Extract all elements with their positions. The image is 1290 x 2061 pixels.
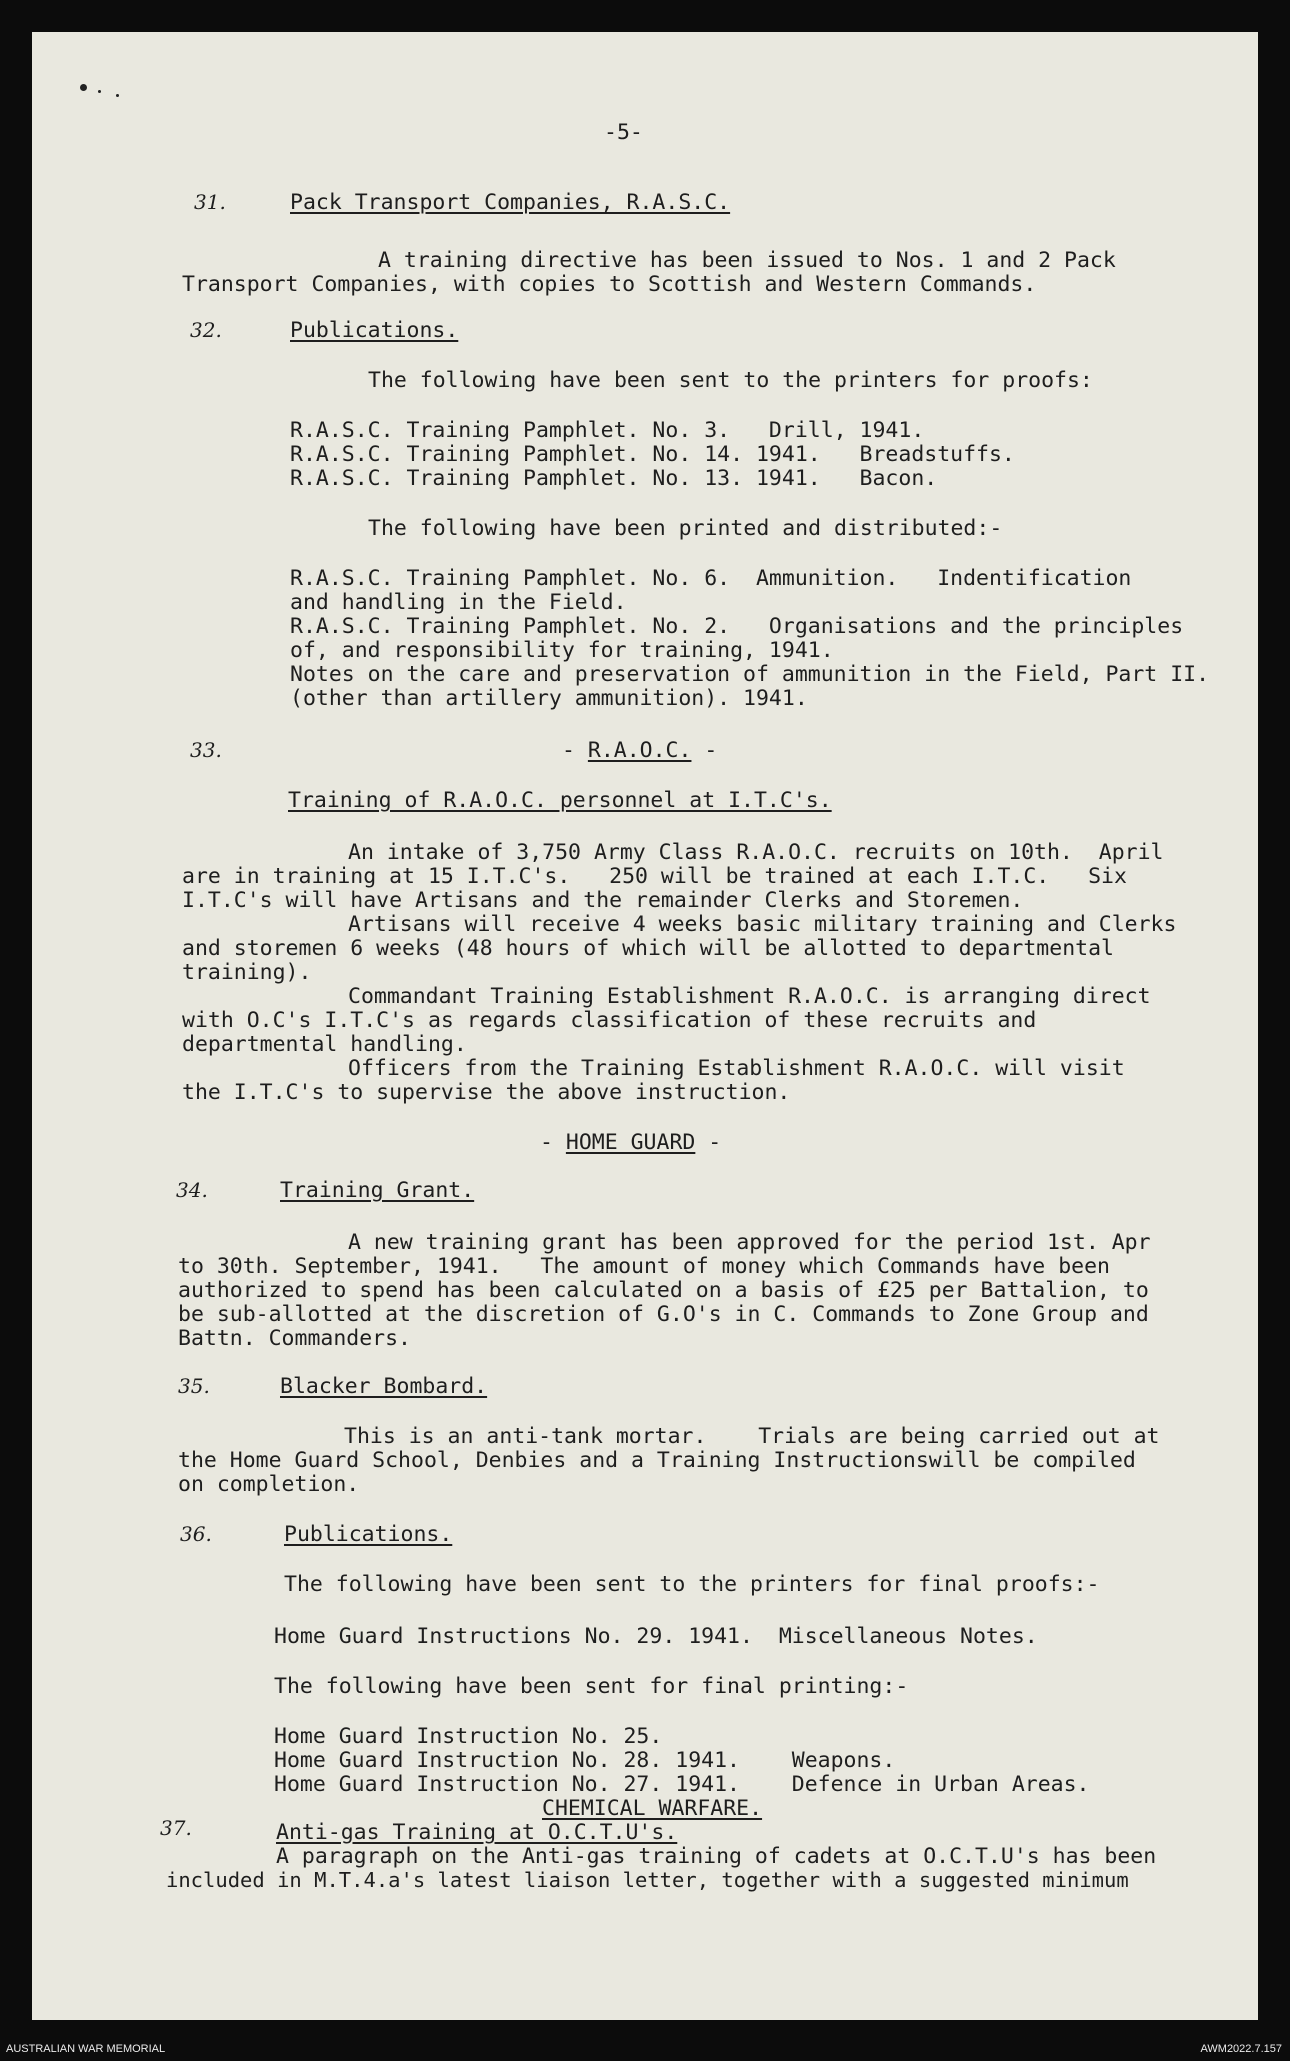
paragraph-line: An intake of 3,750 Army Class R.A.O.C. recruits on 10th. April	[348, 840, 1164, 865]
list-item: Home Guard Instruction No. 25.	[274, 1724, 663, 1749]
paragraph-line: A new training grant has been approved for the period 1st. Apr	[348, 1230, 1151, 1255]
heading-publications: Publications.	[290, 318, 459, 343]
list-item: R.A.S.C. Training Pamphlet. No. 3. Drill, 1941.	[290, 418, 925, 443]
intro-line: The following have been sent to the printers for proofs:	[368, 368, 1093, 393]
section-title-raoc: - R.A.O.C. -	[562, 738, 718, 763]
document-page	[32, 32, 1258, 2020]
paragraph-line: Transport Companies, with copies to Scottish and Western Commands.	[182, 272, 1037, 297]
paragraph-line: be sub-allotted at the discretion of G.O's in C. Commands to Zone Group and	[178, 1302, 1149, 1327]
paragraph-line: the I.T.C's to supervise the above instruction.	[182, 1080, 791, 1105]
section-number-34: 34.	[176, 1178, 208, 1202]
list-item: R.A.S.C. Training Pamphlet. No. 6. Ammunition. Indentification	[290, 566, 1132, 591]
heading-training-grant: Training Grant.	[280, 1178, 475, 1203]
list-item: R.A.S.C. Training Pamphlet. No. 2. Organisations and the principles	[290, 614, 1184, 639]
section-number-35: 35.	[178, 1374, 210, 1398]
paragraph-line: Artisans will receive 4 weeks basic military training and Clerks	[348, 912, 1177, 937]
paragraph-line: Commandant Training Establishment R.A.O.C. is arranging direct	[348, 984, 1151, 1009]
intro-line: The following have been sent for final printing:-	[274, 1674, 909, 1699]
paragraph-line: with O.C's I.T.C's as regards classification of these recruits and	[182, 1008, 1037, 1033]
paragraph-line: included in M.T.4.a's latest liaison letter, together with a suggested minimum	[166, 1868, 1129, 1892]
list-item: Home Guard Instructions No. 29. 1941. Miscellaneous Notes.	[274, 1624, 1038, 1649]
list-item: R.A.S.C. Training Pamphlet. No. 13. 1941. Bacon.	[290, 466, 938, 491]
section-title-raoc-text: R.A.O.C.	[587, 738, 692, 763]
section-title-home-guard-text: HOME GUARD	[565, 1130, 696, 1155]
ink-speck	[80, 84, 87, 91]
ink-speck	[98, 90, 101, 93]
section-number-33: 33.	[190, 738, 222, 762]
intro-line: The following have been printed and distributed:-	[368, 516, 1003, 541]
paragraph-line: This is an anti-tank mortar. Trials are being carried out at	[344, 1424, 1160, 1449]
heading-anti-gas: Anti-gas Training at O.C.T.U's.	[276, 1820, 678, 1845]
paragraph-line: are in training at 15 I.T.C's. 250 will be trained at each I.T.C. Six	[182, 864, 1127, 889]
heading-publications-hg: Publications.	[284, 1522, 453, 1547]
paragraph-line: I.T.C's will have Artisans and the remainder Clerks and Storemen.	[182, 888, 1024, 913]
list-item: Home Guard Instruction No. 27. 1941. Defence in Urban Areas.	[274, 1772, 1090, 1797]
paragraph-line: authorized to spend has been calculated on a basis of £25 per Battalion, to	[178, 1278, 1149, 1303]
paragraph-line: Battn. Commanders.	[178, 1326, 411, 1351]
list-item: Home Guard Instruction No. 28. 1941. Weapons.	[274, 1748, 896, 1773]
paragraph-line: the Home Guard School, Denbies and a Training Instructionswill be compiled	[178, 1448, 1136, 1473]
list-item: (other than artillery ammunition). 1941.	[290, 686, 808, 711]
paragraph-line: A paragraph on the Anti-gas training of cadets at O.C.T.U's has been	[276, 1844, 1157, 1869]
footer-credit: AUSTRALIAN WAR MEMORIAL	[6, 2043, 166, 2055]
intro-line: The following have been sent to the printers for final proofs:-	[284, 1572, 1100, 1597]
ink-speck	[116, 94, 119, 97]
page-number: -5-	[604, 120, 643, 145]
paragraph-line: and storemen 6 weeks (48 hours of which will be allotted to departmental	[182, 936, 1114, 961]
footer-reference: AWM2022.7.157	[1200, 2043, 1282, 2055]
list-item: and handling in the Field.	[290, 590, 627, 615]
section-title-chemical-warfare: CHEMICAL WARFARE.	[542, 1796, 763, 1821]
paragraph-line: training).	[182, 960, 312, 985]
list-item: of, and responsibility for training, 1941.	[290, 638, 834, 663]
section-number-31: 31.	[194, 190, 226, 214]
heading-pack-transport: Pack Transport Companies, R.A.S.C.	[290, 190, 731, 215]
paragraph-line: A training directive has been issued to Nos. 1 and 2 Pack	[378, 248, 1116, 273]
heading-raoc-training: Training of R.A.O.C. personnel at I.T.C's.	[288, 788, 832, 813]
section-number-32: 32.	[190, 318, 222, 342]
paragraph-line: on completion.	[178, 1472, 360, 1497]
list-item: Notes on the care and preservation of ammunition in the Field, Part II.	[290, 662, 1210, 687]
heading-blacker-bombard: Blacker Bombard.	[280, 1374, 488, 1399]
paragraph-line: to 30th. September, 1941. The amount of money which Commands have been	[178, 1254, 1110, 1279]
list-item: R.A.S.C. Training Pamphlet. No. 14. 1941. Breadstuffs.	[290, 442, 1015, 467]
section-number-37: 37.	[160, 1816, 192, 1840]
section-number-36: 36.	[180, 1522, 212, 1546]
section-title-home-guard: - HOME GUARD -	[540, 1130, 722, 1155]
paragraph-line: departmental handling.	[182, 1032, 467, 1057]
paragraph-line: Officers from the Training Establishment R.A.O.C. will visit	[348, 1056, 1125, 1081]
